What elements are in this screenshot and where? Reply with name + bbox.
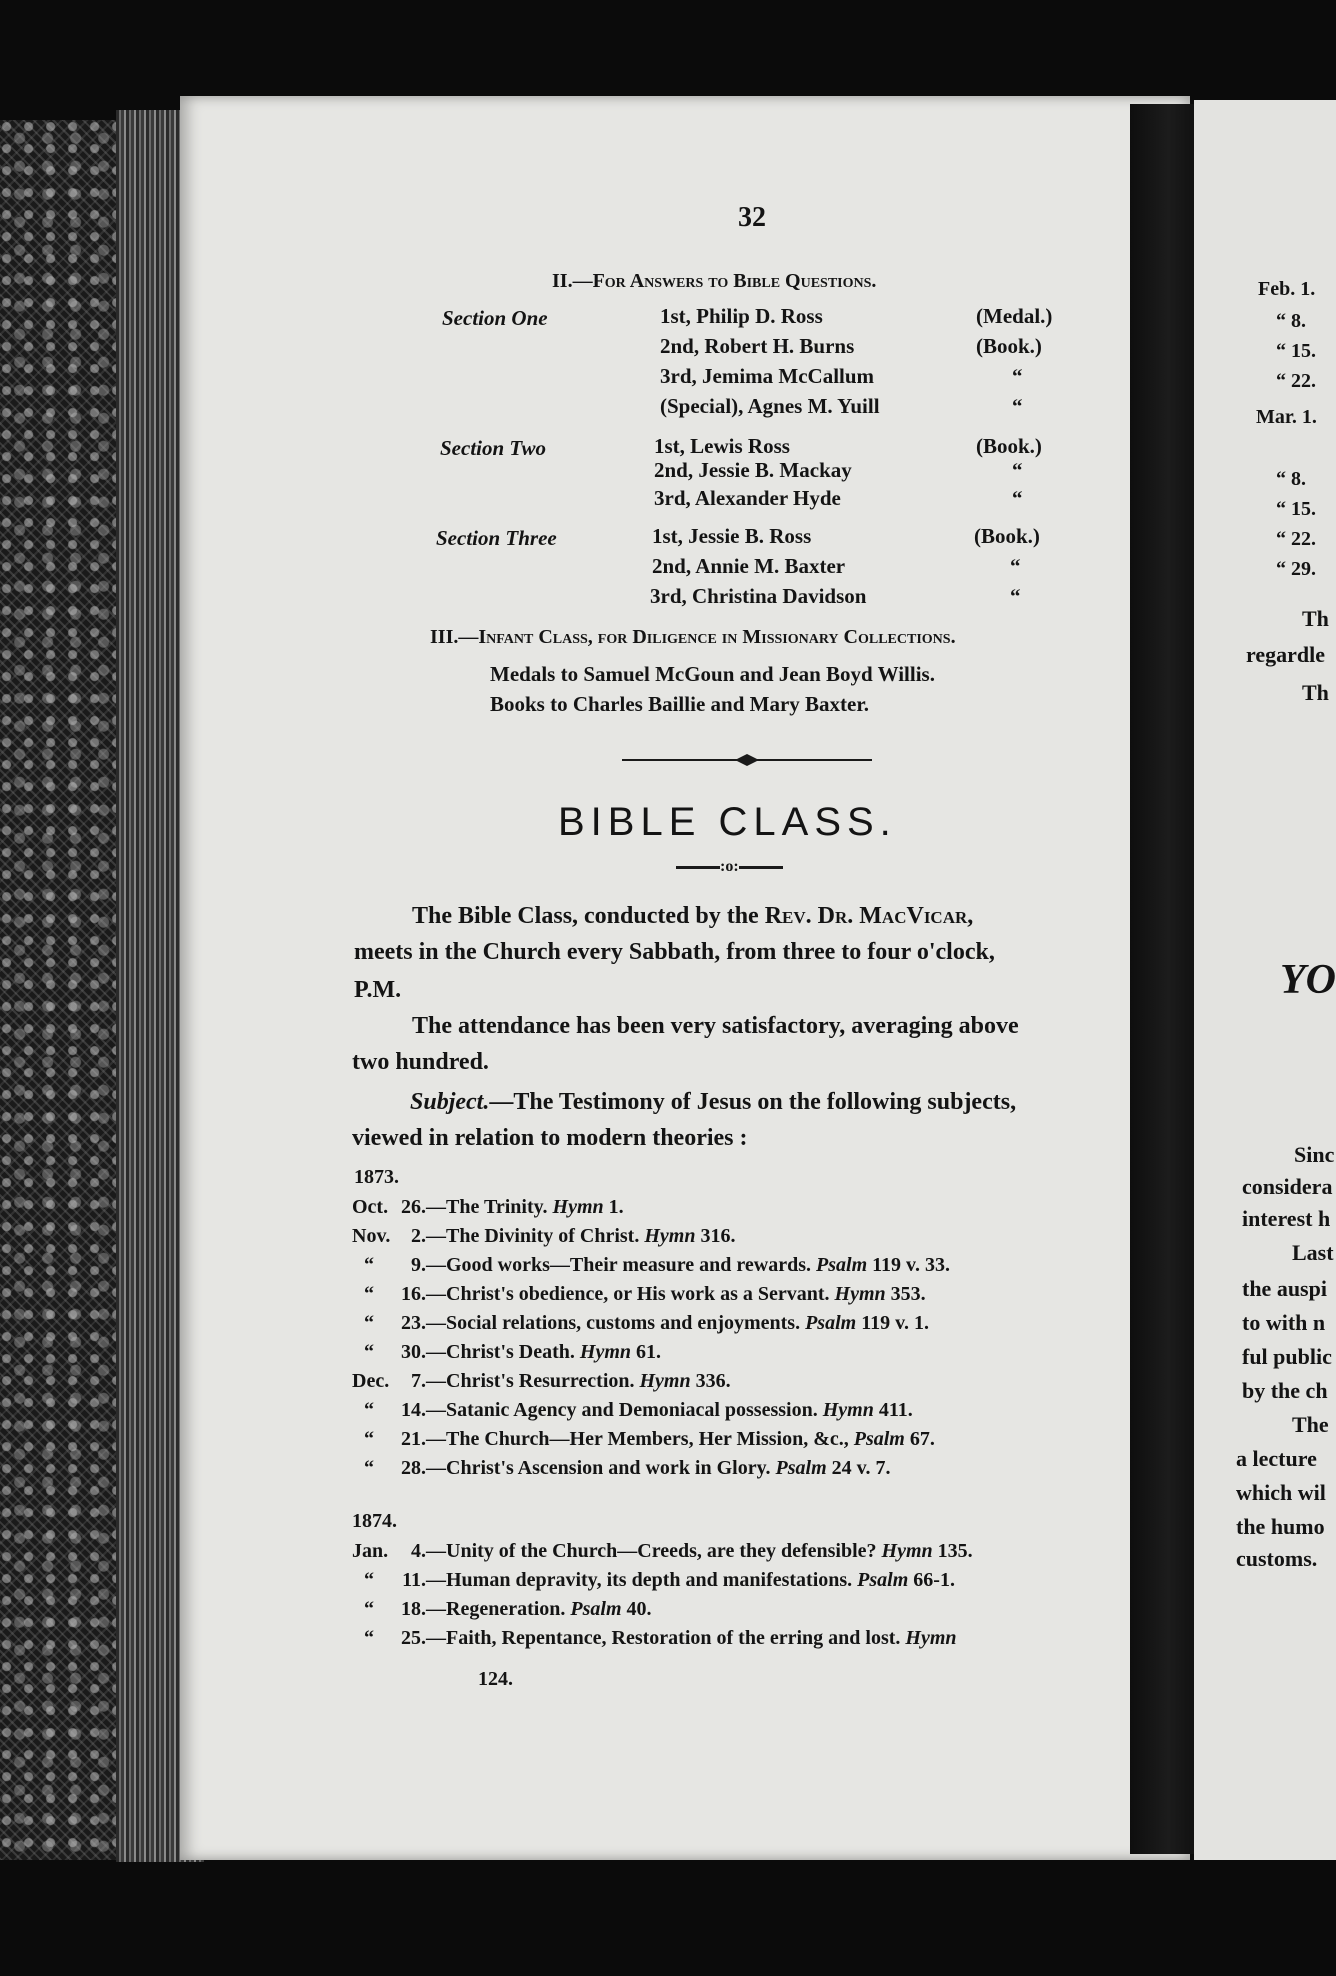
schedule-row bbox=[352, 1370, 731, 1393]
schedule-topic: —Unity of the Church—Creeds, are they defensible? bbox=[426, 1540, 882, 1562]
award-type: (Book.) bbox=[976, 334, 1042, 358]
schedule-reference: Hymn bbox=[905, 1627, 957, 1649]
schedule-topic: —Regeneration. bbox=[426, 1598, 571, 1620]
schedule-topic: —Human depravity, its depth and manifestations. bbox=[426, 1569, 858, 1591]
schedule-number: 61. bbox=[631, 1341, 662, 1363]
minister-name: Rev. Dr. MacVicar, bbox=[764, 903, 974, 929]
right-line: to with n bbox=[1242, 1310, 1326, 1335]
right-line: regardle bbox=[1246, 642, 1326, 667]
schedule-reference: Hymn bbox=[822, 1399, 874, 1421]
group-label: Section Two bbox=[440, 436, 546, 460]
ditto-mark: “ bbox=[1010, 584, 1021, 608]
paragraph-1-line-2: meets in the Church every Sabbath, from three to four o'clock, bbox=[354, 939, 995, 965]
schedule-topic: —Christ's Ascension and work in Glory. bbox=[426, 1457, 776, 1479]
schedule-number: 66-1. bbox=[908, 1569, 955, 1591]
ornament-mark: :o: bbox=[720, 858, 739, 875]
award-entry: 3rd, Alexander Hyde bbox=[654, 486, 841, 510]
schedule-reference: Hymn bbox=[552, 1196, 604, 1218]
page-number: 32 bbox=[738, 202, 766, 233]
right-line: Th bbox=[1302, 680, 1329, 705]
schedule-topic: —Christ's Death. bbox=[426, 1341, 580, 1363]
award-entry: 1st, Jessie B. Ross bbox=[652, 524, 812, 548]
schedule-row bbox=[352, 1312, 929, 1335]
section-2-heading bbox=[552, 270, 876, 293]
schedule-topic: —Satanic Agency and Demoniacal possession. bbox=[426, 1399, 823, 1421]
schedule-month: Nov. bbox=[352, 1225, 391, 1247]
right-line: by the ch bbox=[1242, 1378, 1328, 1403]
schedule-number: 316. bbox=[695, 1225, 736, 1247]
award-entry: 2nd, Annie M. Baxter bbox=[652, 554, 846, 578]
books-line: Books to Charles Baillie and Mary Baxter. bbox=[490, 692, 869, 716]
schedule-row bbox=[352, 1457, 891, 1480]
schedule-reference: Psalm bbox=[857, 1569, 909, 1591]
schedule-month: “ bbox=[364, 1254, 374, 1276]
schedule-month: “ bbox=[364, 1569, 374, 1591]
schedule-reference: Psalm bbox=[570, 1598, 622, 1620]
right-line: the auspi bbox=[1242, 1276, 1327, 1301]
award-entry: (Special), Agnes M. Yuill bbox=[660, 394, 880, 418]
right-line: Last bbox=[1292, 1240, 1334, 1265]
schedule-reference: Psalm bbox=[816, 1254, 868, 1276]
schedule-topic: —Christ's obedience, or His work as a Servant. bbox=[426, 1283, 835, 1305]
paragraph-text: The Bible Class, conducted by the bbox=[412, 903, 765, 929]
right-line: which wil bbox=[1236, 1480, 1326, 1505]
right-line: customs. bbox=[1236, 1546, 1318, 1571]
right-line: “ 22. bbox=[1276, 528, 1316, 550]
schedule-month: Jan. bbox=[352, 1540, 389, 1562]
paragraph-3-line-1 bbox=[410, 1084, 1016, 1120]
right-line: “ 29. bbox=[1276, 558, 1316, 580]
award-entry: 3rd, Jemima McCallum bbox=[660, 364, 875, 388]
section-2-title: For Answers to Bible Questions. bbox=[592, 270, 877, 292]
schedule-number: 119 v. 33. bbox=[867, 1254, 950, 1276]
schedule-reference: Hymn bbox=[639, 1370, 691, 1392]
schedule-day: 26. bbox=[401, 1196, 426, 1218]
schedule-day: 4. bbox=[411, 1540, 426, 1562]
schedule-number: 353. bbox=[885, 1283, 926, 1305]
schedule-reference: Hymn bbox=[579, 1341, 632, 1363]
schedule-number: 24 v. 7. bbox=[826, 1457, 891, 1479]
right-line: considera bbox=[1242, 1174, 1333, 1199]
right-line: interest h bbox=[1242, 1206, 1331, 1231]
group-label: Section Three bbox=[436, 526, 557, 550]
paragraph-2-line-1: The attendance has been very satisfactory, averaging above bbox=[412, 1013, 1019, 1039]
schedule-row bbox=[352, 1569, 955, 1592]
right-line: “ 22. bbox=[1276, 370, 1316, 392]
right-line: the humo bbox=[1236, 1514, 1325, 1539]
award-entry: 3rd, Christina Davidson bbox=[650, 584, 867, 608]
schedule-day: 14. bbox=[401, 1399, 426, 1421]
ditto-mark: “ bbox=[1012, 394, 1023, 418]
schedule-day: 9. bbox=[411, 1254, 426, 1276]
award-type: (Medal.) bbox=[976, 304, 1053, 328]
schedule-month: “ bbox=[364, 1457, 374, 1479]
ditto-mark: “ bbox=[1012, 486, 1023, 510]
schedule-row bbox=[352, 1254, 950, 1277]
schedule-number: 1. bbox=[603, 1196, 624, 1218]
schedule-row bbox=[352, 1627, 957, 1650]
right-line: “ 15. bbox=[1276, 340, 1316, 362]
schedule-day: 2. bbox=[411, 1225, 426, 1247]
schedule-reference: Hymn bbox=[644, 1225, 696, 1247]
schedule-month: “ bbox=[364, 1341, 374, 1363]
paragraph-2-line-2: two hundred. bbox=[352, 1049, 489, 1075]
schedule-reference: Psalm bbox=[805, 1312, 857, 1334]
schedule-number: 411. bbox=[873, 1399, 913, 1421]
right-line: ful public bbox=[1242, 1344, 1332, 1369]
section-3-title: Infant Class, for Diligence in Missionary Collections. bbox=[478, 626, 956, 648]
right-line: “ 8. bbox=[1276, 468, 1306, 490]
schedule-topic: —Faith, Repentance, Restoration of the erring and lost. bbox=[426, 1627, 906, 1649]
schedule-day: 25. bbox=[401, 1627, 426, 1649]
section-2-number: II.— bbox=[552, 270, 593, 292]
ornamental-rule bbox=[620, 750, 874, 770]
schedule-reference: Psalm bbox=[775, 1457, 827, 1479]
schedule-row bbox=[352, 1428, 935, 1451]
schedule-row bbox=[352, 1540, 973, 1563]
right-line: The bbox=[1292, 1412, 1329, 1437]
schedule-topic: —Social relations, customs and enjoyments. bbox=[426, 1312, 806, 1334]
right-line: a lecture bbox=[1236, 1446, 1317, 1471]
right-line: “ 8. bbox=[1276, 310, 1306, 332]
paragraph-text: —The Testimony of Jesus on the following subjects, bbox=[489, 1089, 1017, 1115]
schedule-row bbox=[352, 1399, 913, 1422]
right-line: YO bbox=[1280, 957, 1336, 1003]
paragraph-1-line-1 bbox=[412, 898, 973, 934]
right-line: Mar. 1. bbox=[1256, 406, 1317, 428]
schedule-day: 21. bbox=[401, 1428, 426, 1450]
award-entry: 1st, Philip D. Ross bbox=[660, 304, 823, 328]
schedule-reference: Hymn bbox=[881, 1540, 933, 1562]
right-page bbox=[1194, 100, 1336, 1860]
schedule-month: “ bbox=[364, 1598, 374, 1620]
schedule-topic: —Good works—Their measure and rewards. bbox=[426, 1254, 817, 1276]
paragraph-3-line-2: viewed in relation to modern theories : bbox=[352, 1125, 748, 1151]
schedule-month: Dec. bbox=[352, 1370, 390, 1392]
ditto-mark: “ bbox=[1012, 364, 1023, 388]
right-line: “ 15. bbox=[1276, 498, 1316, 520]
section-3-heading bbox=[430, 626, 956, 649]
schedule-month: “ bbox=[364, 1399, 374, 1421]
schedule-month: “ bbox=[364, 1312, 374, 1334]
schedule-reference: Psalm bbox=[853, 1428, 905, 1450]
schedule-topic: —The Trinity. bbox=[426, 1196, 553, 1218]
schedule-number: 40. bbox=[621, 1598, 652, 1620]
hymn-continuation: 124. bbox=[478, 1668, 513, 1690]
bible-class-title: BIBLE CLASS. bbox=[558, 800, 897, 844]
award-type: (Book.) bbox=[976, 434, 1042, 458]
award-entry: 2nd, Jessie B. Mackay bbox=[654, 458, 852, 482]
subject-label: Subject. bbox=[410, 1089, 490, 1115]
schedule-day: 16. bbox=[401, 1283, 426, 1305]
schedule-day: 30. bbox=[401, 1341, 426, 1363]
medals-line: Medals to Samuel McGoun and Jean Boyd Willis. bbox=[490, 662, 935, 686]
schedule-day: 28. bbox=[401, 1457, 426, 1479]
schedule-day: 11. bbox=[402, 1569, 426, 1591]
schedule-reference: Hymn bbox=[834, 1283, 886, 1305]
schedule-number: 336. bbox=[690, 1370, 731, 1392]
schedule-month: “ bbox=[364, 1283, 374, 1305]
schedule-number: 119 v. 1. bbox=[856, 1312, 930, 1334]
year-heading: 1874. bbox=[352, 1510, 397, 1532]
schedule-row bbox=[352, 1225, 735, 1248]
ditto-mark: “ bbox=[1012, 458, 1023, 482]
schedule-row bbox=[352, 1283, 926, 1306]
schedule-day: 18. bbox=[401, 1598, 426, 1620]
award-type: (Book.) bbox=[974, 524, 1040, 548]
award-entry: 1st, Lewis Ross bbox=[654, 434, 790, 458]
title-ornament bbox=[676, 858, 783, 876]
schedule-row bbox=[352, 1598, 652, 1621]
schedule-month: Oct. bbox=[352, 1196, 389, 1218]
schedule-number: 135. bbox=[932, 1540, 973, 1562]
schedule-topic: —The Divinity of Christ. bbox=[426, 1225, 645, 1247]
schedule-number: 67. bbox=[904, 1428, 935, 1450]
ditto-mark: “ bbox=[1010, 554, 1021, 578]
right-line: Th bbox=[1302, 606, 1329, 631]
paragraph-1-line-3: P.M. bbox=[354, 977, 402, 1003]
section-3-number: III.— bbox=[430, 626, 479, 648]
schedule-month: “ bbox=[364, 1627, 374, 1649]
book-cover bbox=[0, 120, 118, 1860]
right-line: Feb. 1. bbox=[1258, 278, 1316, 300]
book-gutter bbox=[1130, 104, 1194, 1854]
schedule-day: 23. bbox=[401, 1312, 426, 1334]
schedule-topic: —Christ's Resurrection. bbox=[426, 1370, 640, 1392]
schedule-topic: —The Church—Her Members, Her Mission, &c., bbox=[426, 1428, 854, 1450]
right-line: Sinc bbox=[1294, 1142, 1335, 1167]
schedule-row bbox=[352, 1196, 624, 1219]
schedule-day: 7. bbox=[411, 1370, 426, 1392]
left-page bbox=[180, 96, 1190, 1860]
award-entry: 2nd, Robert H. Burns bbox=[660, 334, 855, 358]
schedule-month: “ bbox=[364, 1428, 374, 1450]
group-label: Section One bbox=[442, 306, 548, 330]
schedule-row bbox=[352, 1341, 661, 1364]
year-heading: 1873. bbox=[354, 1166, 399, 1188]
